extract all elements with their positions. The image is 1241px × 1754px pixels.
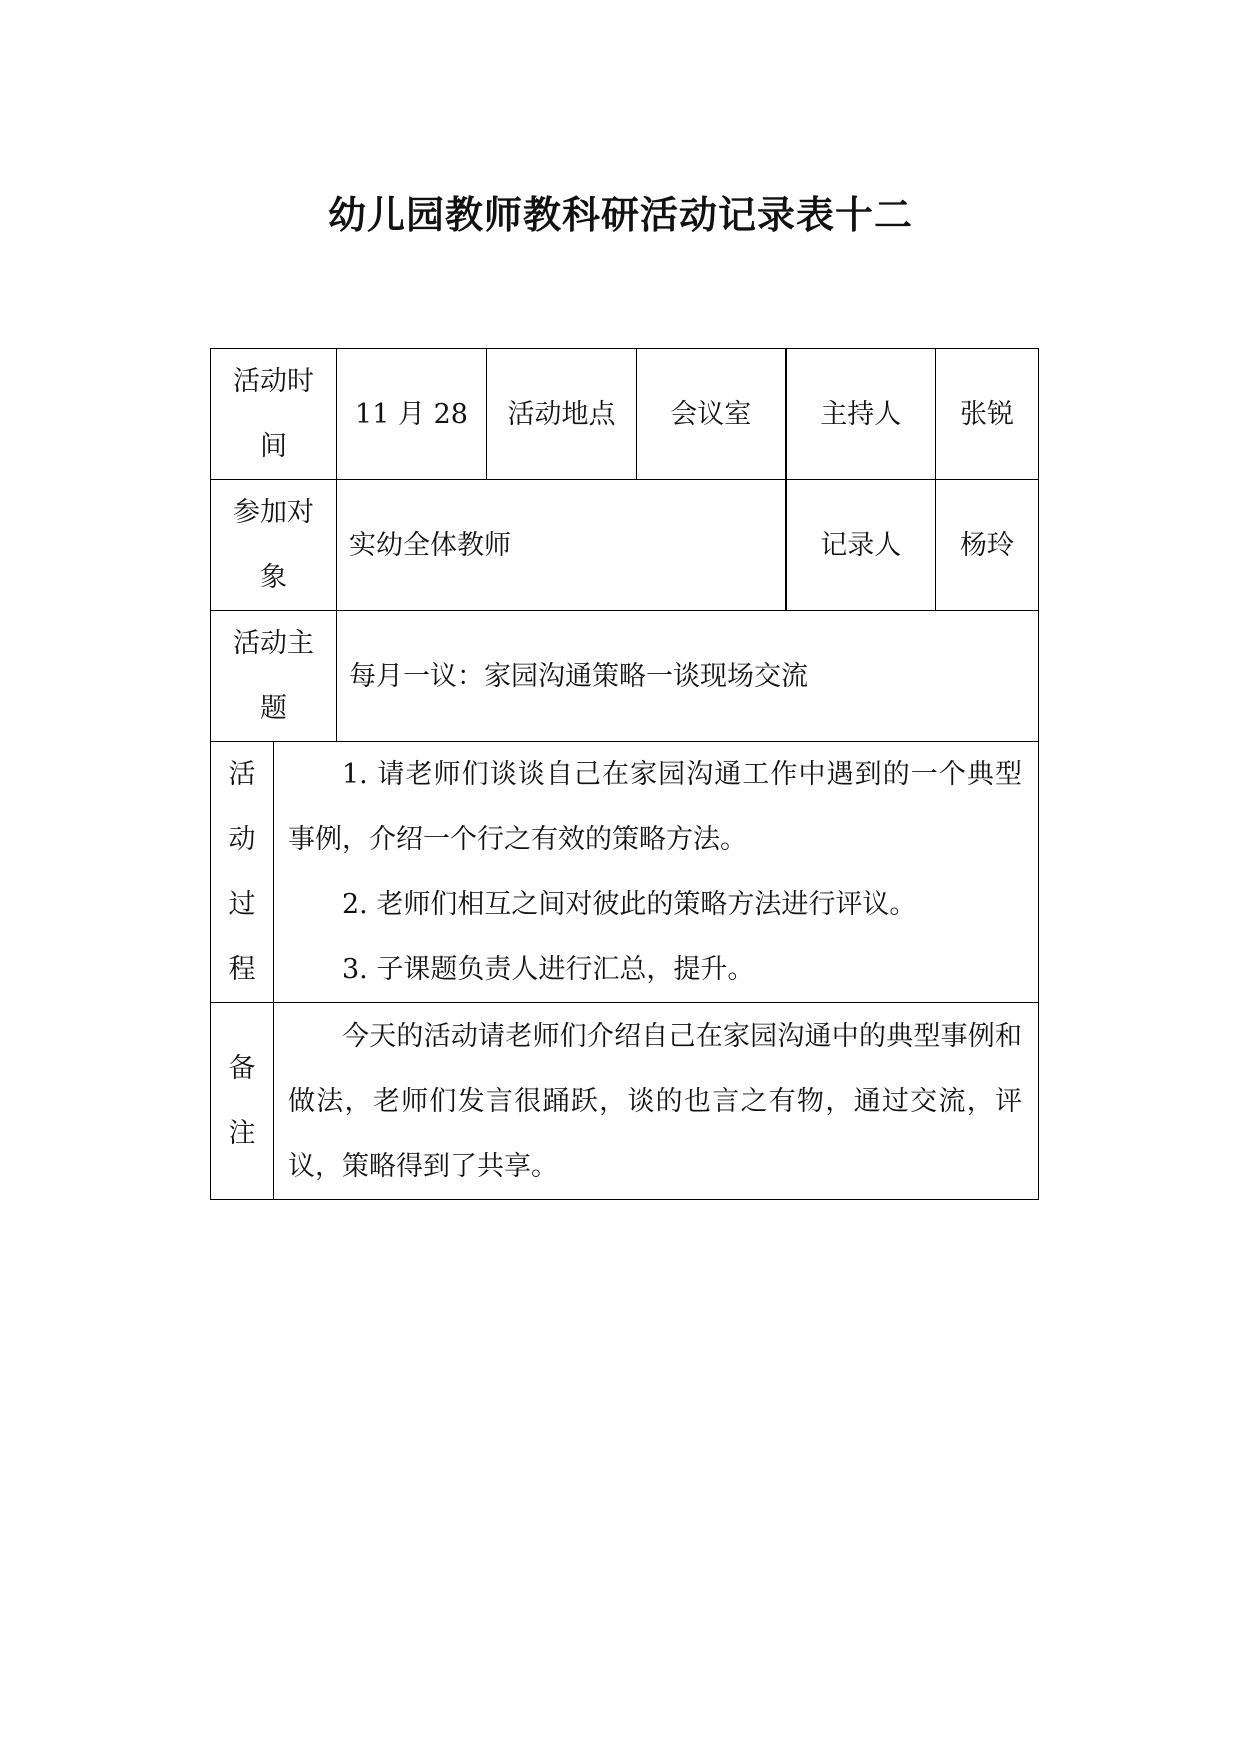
process-label: 活动过程: [228, 759, 256, 985]
process-item: 1. 请老师们谈谈自己在家园沟通工作中遇到的一个典型事例，介绍一个行之有效的策略方法。: [288, 759, 1022, 855]
theme-label-cell: [211, 611, 337, 742]
notes-label: 备注: [228, 1053, 256, 1149]
host-label: 主持人: [786, 349, 936, 480]
notes-value: 今天的活动请老师们介绍自己在家园沟通中的典型事例和做法，老师们发言很踊跃，谈的也言之有物，通过交流，评议，策略得到了共享。: [288, 1020, 1022, 1182]
process-item: 2. 老师们相互之间对彼此的策略方法进行评议。: [342, 889, 917, 920]
activity-record-table: [210, 348, 1039, 1200]
table-row: [211, 349, 1039, 480]
process-label-cell: [211, 742, 274, 1003]
notes-label-cell: [211, 1003, 274, 1200]
recorder-label: 记录人: [786, 480, 936, 611]
participants-value: 实幼全体教师: [337, 480, 786, 611]
activity-time-label: 活动时间: [233, 366, 314, 462]
table-row: [211, 1003, 1039, 1200]
host-value: 张锐: [936, 349, 1039, 480]
recorder-value: 杨玲: [936, 480, 1039, 611]
location-label: 活动地点: [487, 349, 637, 480]
table-row: [211, 611, 1039, 742]
table-row: [211, 480, 1039, 611]
page-title: 幼儿园教师教科研活动记录表十二: [327, 192, 913, 237]
location-value: 会议室: [637, 349, 786, 480]
process-item: 3. 子课题负责人进行汇总，提升。: [342, 954, 755, 985]
theme-label: 活动主题: [233, 628, 314, 724]
table-row: [211, 742, 1039, 1003]
notes-content: [274, 1003, 1039, 1200]
participants-label-cell: [211, 480, 337, 611]
activity-time-value: 11 月 28: [337, 349, 487, 480]
theme-value: 每月一议：家园沟通策略一谈现场交流: [337, 611, 1039, 742]
process-content: [274, 742, 1039, 1003]
activity-time-label-cell: [211, 349, 337, 480]
participants-label: 参加对象: [233, 497, 314, 593]
